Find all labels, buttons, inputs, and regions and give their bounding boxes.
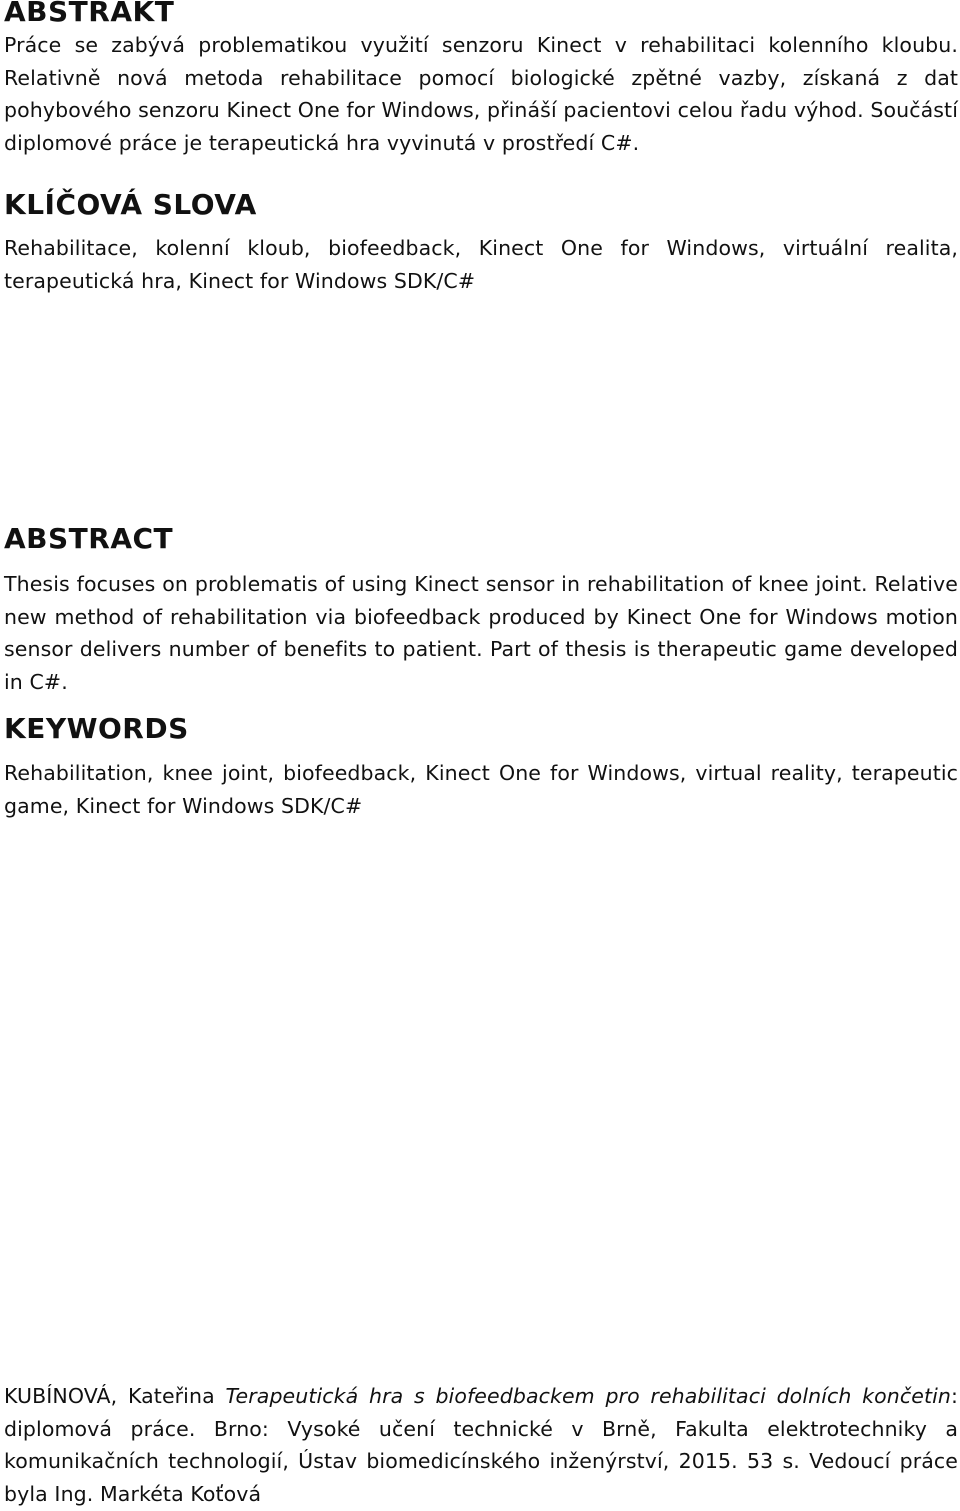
klicova-slova-text: Rehabilitace, kolenní kloub, biofeedback, Kinect One for Windows, virtuální realita, terapeutická hra, Kinect for Windows SDK/C# [4,236,958,293]
keywords-heading: KEYWORDS [4,712,189,745]
abstract-text: Thesis focuses on problematis of using Kinect sensor in rehabilitation of knee joint. Relative new method of rehabilitation via biofeedback produced by Kinect One for Windows motion sensor delivers number of benefits to patient. Part of thesis is therapeutic game developed in C#. [4,572,958,694]
citation-text [4,1380,958,1510]
citation-section [4,1380,958,1510]
keywords-text: Rehabilitation, knee joint, biofeedback, Kinect One for Windows, virtual reality, terapeutic game, Kinect for Windows SDK/C# [4,761,958,818]
abstrakt-section [4,0,958,159]
klicova-slova-heading: KLÍČOVÁ SLOVA [4,188,257,221]
citation-title: Terapeutická hra s biofeedbackem pro rehabilitaci dolních končetin [225,1384,951,1408]
abstrakt-heading: ABSTRAKT [4,0,175,28]
keywords-section [4,714,958,822]
abstract-heading: ABSTRACT [4,522,174,555]
abstrakt-text: Práce se zabývá problematikou využití senzoru Kinect v rehabilitaci kolenního kloubu. Relativně nová metoda rehabilitace pomocí biologické zpětné vazby, získaná z dat pohybového senzoru Kinect One for Windows, přináší pacientovi celou řadu výhod. Součástí diplomové práce je terapeutická hra vyvinutá v prostředí C#. [4,33,958,155]
klicova-slova-section [4,190,958,297]
citation-author: KUBÍNOVÁ, Kateřina [4,1384,215,1408]
abstract-section [4,524,958,698]
citation-details: : diplomová práce. Brno: Vysoké učení technické v Brně, Fakulta elektrotechniky a komunikačních technologií, Ústav biomedicínského inženýrství, 2015. 53 s. Vedoucí práce byla Ing. Markéta Koťová [4,1384,958,1506]
